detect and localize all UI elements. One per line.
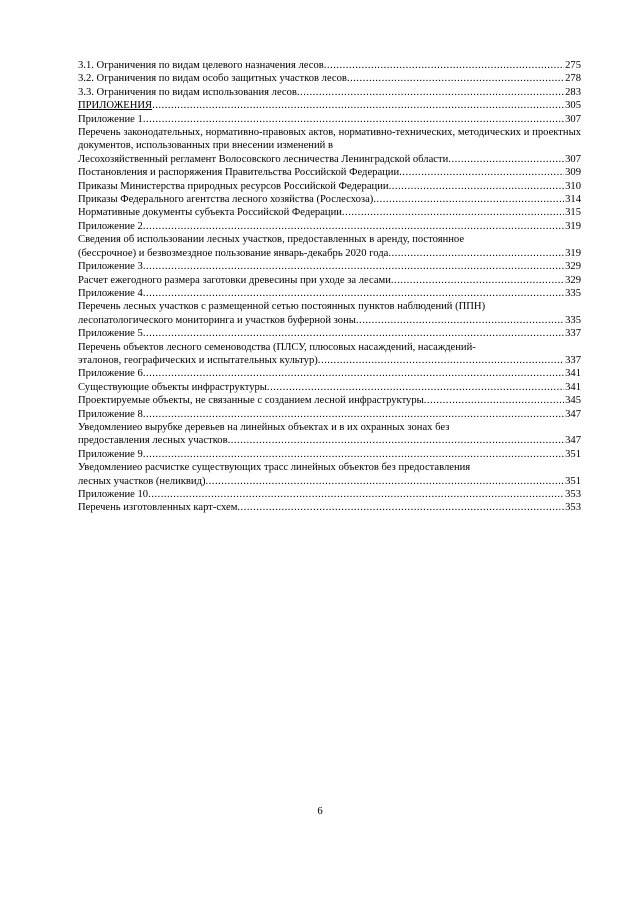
table-of-contents: [78, 59, 581, 515]
toc-entry-title: 3.3. Ограничения по видам использования лесов: [78, 86, 297, 98]
toc-entry: [78, 341, 581, 368]
toc-leader-dots: [143, 327, 564, 340]
toc-entry-title: Приложение 5: [78, 328, 143, 340]
toc-entry: [78, 448, 581, 461]
toc-entry: [78, 193, 581, 206]
toc-entry-title: 3.2. Ограничения по видам особо защитных участков лесов: [78, 73, 347, 85]
toc-leader-dots: [267, 381, 564, 394]
toc-entry-title: Приложение 1: [78, 113, 143, 125]
toc-entry-title: лесных участков (неликвид): [78, 475, 206, 487]
toc-entry-page: 351: [565, 448, 581, 460]
toc-entry-title: предоставления лесных участков: [78, 435, 228, 447]
toc-entry: [78, 220, 581, 233]
toc-entry-page: 353: [565, 489, 581, 500]
toc-leader-dots: [356, 314, 564, 327]
toc-entry: [78, 99, 581, 112]
toc-entry-body: Перечень объектов лесного семеноводства (ПЛСУ, плюсовых насаждений, насаждений-: [78, 341, 476, 353]
toc-leader-dots: [143, 260, 564, 273]
page-number: 6: [317, 806, 323, 817]
toc-entry-page: 314: [565, 194, 581, 206]
toc-entry-title: Расчет ежегодного размера заготовки древесины при уходе за лесами: [78, 274, 391, 286]
toc-entry-title: Приложение 8: [78, 408, 143, 420]
toc-entry: [78, 233, 581, 260]
toc-leader-dots: [143, 287, 564, 300]
toc-entry: [78, 166, 581, 179]
toc-leader-dots: [206, 475, 565, 488]
toc-entry-title: Приложение 6: [78, 368, 143, 380]
toc-entry-page: 353: [565, 502, 581, 514]
toc-leader-dots: [143, 448, 564, 461]
toc-entry-page: 335: [565, 314, 581, 326]
toc-leader-dots: [399, 166, 564, 179]
toc-entry-title: Приложение 3: [78, 261, 143, 273]
toc-entry: [78, 488, 581, 501]
toc-entry-page: 307: [565, 113, 581, 125]
toc-entry: [78, 206, 581, 219]
toc-leader-dots: [143, 367, 564, 380]
toc-entry-page: 305: [565, 100, 581, 112]
toc-entry: [78, 501, 581, 514]
toc-entry: [78, 260, 581, 273]
toc-entry-page: 329: [565, 274, 581, 286]
toc-entry: [78, 86, 581, 99]
toc-entry-title: Приказы Министерства природных ресурсов Российской Федерации: [78, 180, 389, 192]
toc-leader-dots: [148, 488, 564, 501]
toc-entry-page: 283: [565, 86, 581, 98]
toc-leader-dots: [324, 59, 564, 72]
toc-leader-dots: [391, 274, 564, 287]
toc-entry: [78, 59, 581, 72]
toc-entry: [78, 287, 581, 300]
toc-entry: [78, 461, 581, 488]
toc-entry-title: Нормативные документы субъекта Российской Федерации: [78, 207, 342, 219]
toc-entry-page: 341: [565, 381, 581, 393]
toc-entry-body: Сведения об использовании лесных участков, предоставленных в аренду, постоянное: [78, 234, 465, 246]
toc-leader-dots: [424, 394, 564, 407]
toc-entry-page: 278: [565, 73, 581, 85]
toc-entry-page: 347: [565, 435, 581, 447]
toc-entry-body: Уведомлениео расчистке существующих трасс линейных объектов без предоставления: [78, 462, 471, 474]
toc-leader-dots: [448, 153, 564, 166]
toc-entry-body: Перечень законодательных, нормативно-правовых актов, нормативно-технических, методических и проектных документов, использованных при внесении изменений в: [78, 127, 581, 152]
toc-entry-page: 319: [565, 220, 581, 232]
toc-entry-page: 351: [565, 475, 581, 487]
toc-entry: [78, 113, 581, 126]
toc-leader-dots: [347, 72, 564, 85]
toc-leader-dots: [388, 247, 564, 260]
toc-entry-page: 310: [565, 180, 581, 192]
toc-entry: [78, 394, 581, 407]
toc-entry-page: 337: [565, 328, 581, 340]
toc-entry-page: 347: [565, 408, 581, 420]
toc-entry-title: Постановления и распоряжения Правительства Российской Федерации: [78, 167, 400, 179]
toc-entry-title: Приложение 2: [78, 220, 143, 232]
toc-entry-page: 329: [565, 261, 581, 273]
toc-entry-page: 335: [565, 287, 581, 299]
toc-leader-dots: [342, 206, 564, 219]
toc-entry-page: 337: [565, 354, 581, 366]
toc-entry-body: Перечень лесных участков с размещенной сетью постоянных пунктов наблюдений (ППН): [78, 301, 486, 313]
toc-entry-title: (бессрочное) и безвозмездное пользование январь-декабрь 2020 года: [78, 247, 389, 259]
toc-entry-title: 3.1. Ограничения по видам целевого назначения лесов: [78, 60, 324, 71]
toc-entry: [78, 421, 581, 448]
toc-entry: [78, 180, 581, 193]
toc-entry-page: 307: [565, 153, 581, 165]
toc-entry-page: 341: [565, 368, 581, 380]
toc-entry-title: Проектируемые объекты, не связанные с созданием лесной инфраструктуры: [78, 395, 424, 407]
toc-entry: [78, 72, 581, 85]
toc-entry-page: 309: [565, 167, 581, 179]
toc-entry-title: Приложение 4: [78, 287, 143, 299]
toc-leader-dots: [143, 408, 564, 421]
toc-leader-dots: [143, 113, 564, 126]
toc-leader-dots: [373, 193, 564, 206]
toc-entry-page: 315: [565, 207, 581, 219]
toc-entry-title: Приложение 9: [78, 448, 143, 460]
toc-entry: [78, 367, 581, 380]
toc-leader-dots: [143, 220, 564, 233]
toc-entry-page: 345: [565, 395, 581, 407]
toc-entry-title: Существующие объекты инфраструктуры: [78, 381, 267, 393]
toc-leader-dots: [237, 501, 564, 514]
toc-entry-title: Приложение 10: [78, 489, 149, 500]
toc-leader-dots: [389, 180, 565, 193]
toc-entry: [78, 327, 581, 340]
toc-entry-title: Перечень изготовленных карт-схем: [78, 502, 238, 514]
toc-entry-body: Уведомлениео вырубке деревьев на линейных объектах и в их охранных зонах без: [78, 421, 450, 433]
toc-entry: [78, 408, 581, 421]
toc-leader-dots: [152, 99, 564, 112]
toc-entry-title: Лесохозяйственный регламент Волосовского лесничества Ленинградской области: [78, 153, 449, 165]
toc-entry-title: Приказы Федерального агентства лесного хозяйства (Рослесхоза): [78, 194, 374, 206]
toc-entry-page: 275: [565, 60, 581, 71]
toc-entry-title: лесопатологического мониторинга и участков буферной зоны: [78, 314, 356, 326]
toc-entry: [78, 126, 581, 166]
toc-leader-dots: [228, 434, 565, 447]
toc-leader-dots: [297, 86, 564, 99]
toc-entry-title: эталонов, географических и испытательных культур): [78, 354, 318, 366]
toc-entry: [78, 381, 581, 394]
toc-entry: [78, 274, 581, 287]
toc-entry-page: 319: [565, 247, 581, 259]
toc-entry-title: ПРИЛОЖЕНИЯ: [78, 100, 153, 112]
toc-leader-dots: [318, 354, 564, 367]
toc-entry: [78, 300, 581, 327]
